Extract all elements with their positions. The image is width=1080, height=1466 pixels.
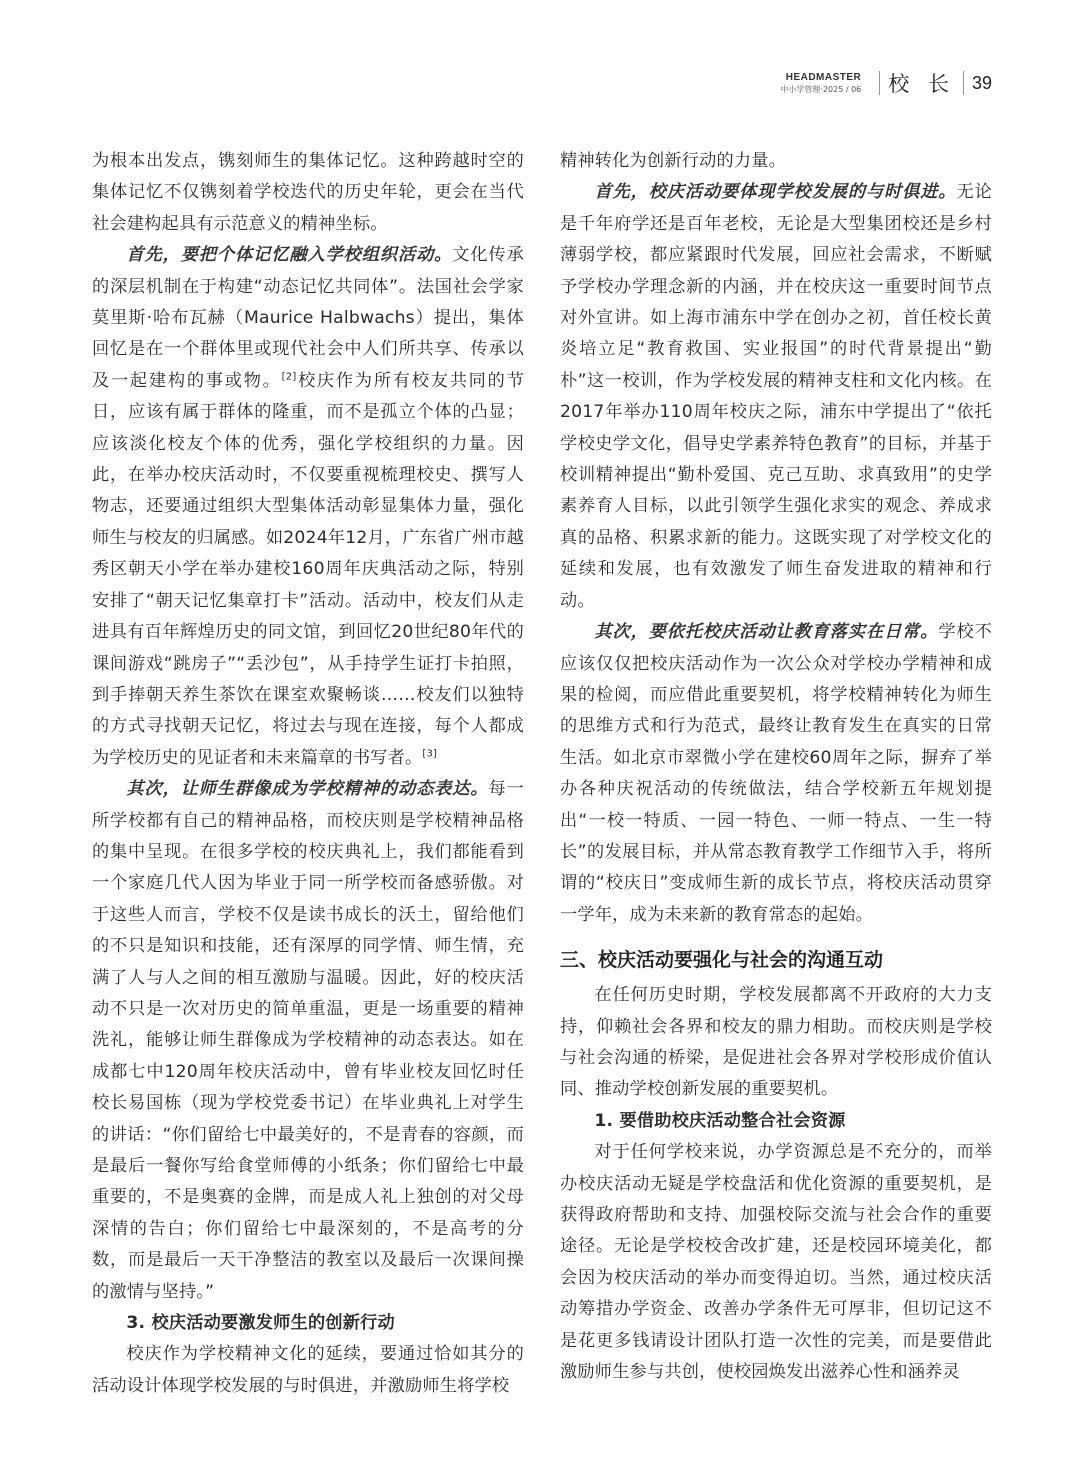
- lead-sentence: 首先，要把个体记忆融入学校组织活动。: [126, 245, 453, 266]
- journal-title: 校 长: [888, 72, 955, 96]
- brand-english: HEADMASTER: [785, 71, 862, 83]
- paragraph: [560, 617, 992, 931]
- header-divider: [879, 71, 880, 95]
- lead-sentence: 其次，要依托校庆活动让教育落实在日常。: [594, 622, 939, 643]
- paragraph: 对于任何学校来说，办学资源总是不充分的，而举办校庆活动无疑是学校盘活和优化资源的重要契机，是获得政府帮助和支持、加强校际交流与社会合作的重要途径。无论是学校校舍改扩建，还是校园环境美化，都会因为校庆活动的举办而变得迫切。当然，通过校庆活动筹措办学资金、改善办学条件无可厚非，但切记这不是花更多钱请设计团队打造一次性的完美，而是要借此激励师生参与共创，使校园焕发出滋养心性和涵养灵: [560, 1142, 992, 1383]
- paragraph: [92, 774, 524, 1308]
- paragraph: 在任何历史时期，学校发展都离不开政府的大力支持，仰赖社会各界和校友的鼎力相助。而校庆则是学校与社会沟通的桥梁，是促进社会各界对学校形成价值认同、推动学校创新发展的重要契机。: [560, 985, 992, 1100]
- paragraph-text: 文化传承的深层机制在于构建“动态记忆共同体”。法国社会学家莫里斯·哈布瓦赫（Maurice Halbwachs）提出，集体回忆是在一个群体里或现代社会中人们所共享、传承以及一起建构的事或物。: [92, 245, 524, 391]
- paragraph-text: 学校不应该仅仅把校庆活动作为一次公众对学校办学精神和成果的检阅，而应借此重要契机，将学校精神转化为师生的思维方式和行为范式，最终让教育发生在真实的日常生活。如北京市翠微小学在建校60周年之际，摒弃了举办各种庆祝活动的传统做法，结合学校新五年规划提出“一校一特质、一园一特色、一师一特点、一生一特长”的发展目标，并从常态教育教学工作细节入手，将所谓的“校庆日”变成师生新的成长节点，将校庆活动贯穿一学年，成为未来新的教育常态的起始。: [560, 622, 992, 925]
- section-heading: 三、校庆活动要强化与社会的沟通互动: [560, 949, 884, 972]
- page-number: 39: [971, 72, 992, 93]
- lead-sentence: 首先，校庆活动要体现学校发展的与时俱进。: [594, 182, 957, 203]
- citation-ref: [3]: [422, 747, 438, 759]
- paragraph-text: 校庆作为所有校友共同的节日，应该有属于群体的隆重，而不是孤立个体的凸显；应该淡化校友个体的优秀，强化学校组织的力量。因此，在举办校庆活动时，不仅要重视梳理校史、撰写人物志，还要通过组织大型集体活动彰显集体力量，强化师生与校友的归属感。如2024年12月，广东省广州市越秀区朝天小学在举办建校160周年庆典活动之际，特别安排了“朝天记忆集章打卡”活动。活动中，校友们从走进具有百年辉煌历史的同文馆，到回忆20世纪80年代的课间游戏“跳房子”“丢沙包”，从手持学生证打卡拍照，到手捧朝天养生茶饮在课室欢聚畅谈……校友们以独特的方式寻找朝天记忆，将过去与现在连接，每个人都成为学校历史的见证者和未来篇章的书写者。: [92, 370, 524, 768]
- page-header: [780, 68, 992, 98]
- paragraph: 精神转化为创新行动的力量。: [560, 151, 787, 171]
- paragraph-text: 无论是千年府学还是百年老校，无论是大型集团校还是乡村薄弱学校，都应紧跟时代发展，回应社会需求，不断赋予学校办学理念新的内涵，并在校庆这一重要时间节点对外宣讲。如上海市浦东中学在创办之初，首任校长黄炎培立足“教育救国、实业报国”的时代背景提出“勤朴”这一校训，作为学校发展的精神支柱和文化内核。在2017年举办110周年校庆之际，浦东中学提出了“依托学校史学文化，倡导史学素养特色教育”的目标，并基于校训精神提出“勤朴爱国、克己互助、求真致用”的史学素养育人目标，以此引领学生强化求实的观念、养成求真的品格、积累求新的能力。这既实现了对学校文化的延续和发展，也有效激发了师生奋发进取的精神和行动。: [560, 182, 992, 611]
- subsection-heading: 3. 校庆活动要激发师生的创新行动: [126, 1313, 395, 1334]
- paragraph: [560, 177, 992, 617]
- issue-label: 中小学管理·2025 / 06: [780, 84, 862, 94]
- lead-sentence: 其次，让师生群像成为学校精神的动态表达。: [126, 779, 489, 800]
- right-column: [560, 146, 992, 1388]
- left-column: [92, 146, 524, 1402]
- journal-brand: [780, 72, 861, 95]
- paragraph-text: 每一所学校都有自己的精神品格，而校庆则是学校精神品格的集中呈现。在很多学校的校庆典礼上，我们都能看到一个家庭几代人因为毕业于同一所学校而备感骄傲。对于这些人而言，学校不仅是读书成长的沃土，留给他们的不只是知识和技能，还有深厚的同学情、师生情，充满了人与人之间的相互激励与温暖。因此，好的校庆活动不只是一次对历史的简单重温，更是一场重要的精神洗礼，能够让师生群像成为学校精神的动态表达。如在成都七中120周年校庆活动中，曾有毕业校友回忆时任校长易国栋（现为学校党委书记）在毕业典礼上对学生的讲话：“你们留给七中最美好的，不是青春的容颜，而是最后一餐你写给食堂师傅的小纸条；你们留给七中最重要的，不是奥赛的金牌，而是成人礼上独创的对父母深情的告白；你们留给七中最深刻的，不是高考的分数，而是最后一天干净整洁的教室以及最后一次课间操的激情与坚持。”: [92, 779, 524, 1302]
- paragraph: 为根本出发点，镌刻师生的集体记忆。这种跨越时空的集体记忆不仅镌刻着学校迭代的历史年轮，更会在当代社会建构起具有示范意义的精神坐标。: [92, 151, 524, 234]
- paragraph: [92, 240, 524, 774]
- citation-ref: [2]: [281, 371, 297, 383]
- header-divider-2: [963, 71, 964, 95]
- subsection-heading: 1. 要借助校庆活动整合社会资源: [594, 1110, 846, 1131]
- paragraph: 校庆作为学校精神文化的延续，要通过恰如其分的活动设计体现学校发展的与时俱进，并激励师生将学校: [92, 1344, 524, 1396]
